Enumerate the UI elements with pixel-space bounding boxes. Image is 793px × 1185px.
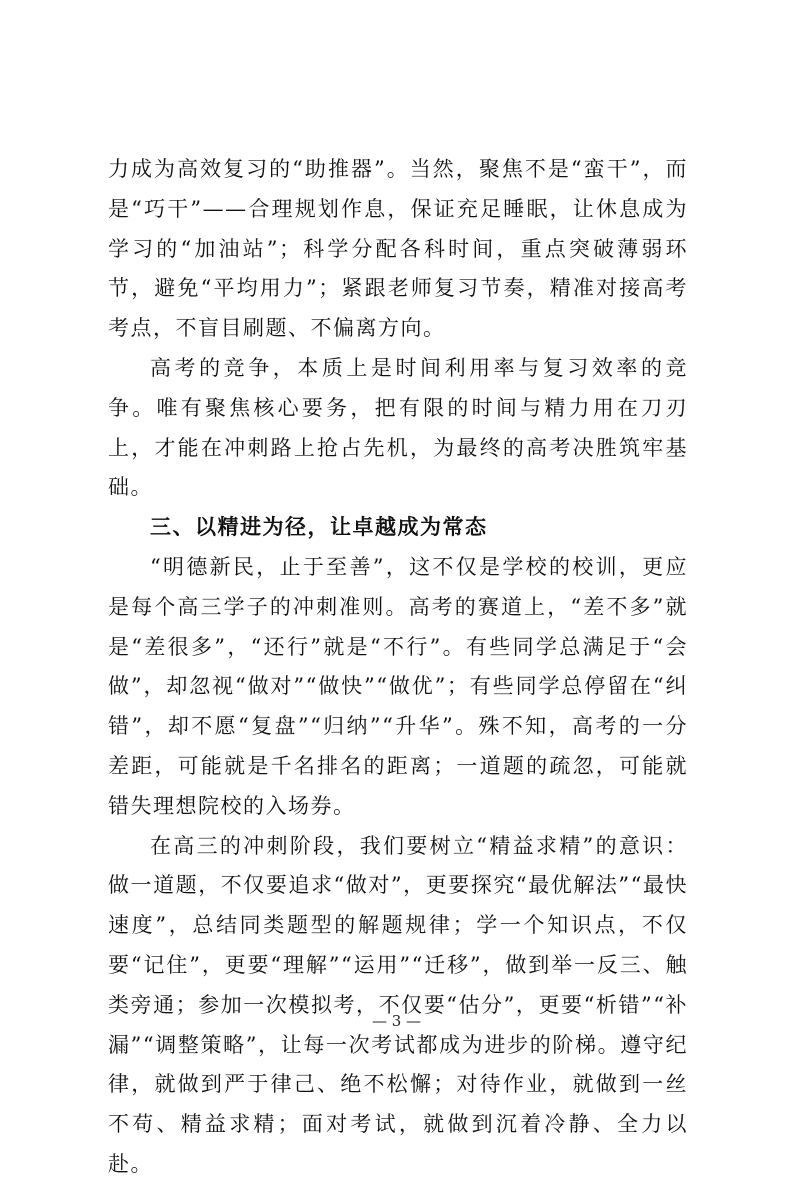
page-number: — 3 — xyxy=(371,1012,422,1030)
paragraph-school-motto: “明德新民，止于至善”，这不仅是学校的校训，更应是每个高三学子的冲刺准则。高考的赛道上，“差不多”就是“差很多”，“还行”就是“不行”。有些同学总满足于“会做”，却忽视“做对”“做快”“做优”；有些同学总停留在“纠错”，却不愿“复盘”“归纳”“升华”。殊不知，高考的一分差距，可能就是千名排名的距离；一道题的疏忽，可能就错失理想院校的入场券。 xyxy=(108,554,688,818)
section-heading-3: 三、以精进为径，让卓越成为常态 xyxy=(150,515,488,540)
paragraph-excellence: 在高三的冲刺阶段，我们要树立“精益求精”的意识：做一道题，不仅要追求“做对”，更要探究“最优解法”“最快速度”，总结同类题型的解题规律；学一个知识点，不仅要“记住”，更要“理解”“运用”“迁移”，做到举一反三、触类旁通；参加一次模拟考，不仅要“估分”，更要“析错”“补漏”“调整策略”，让每一次考试都成为进步的阶梯。遵守纪律，就做到严于律己、绝不松懈；对待作业，就做到一丝不苟、精益求精；面对考试，就做到沉着冷静、全力以赴。 xyxy=(108,833,688,1176)
paragraph-continuation: 力成为高效复习的“助推器”。当然，聚焦不是“蛮干”，而是“巧干”——合理规划作息，保证充足睡眠，让休息成为学习的“加油站”；科学分配各科时间，重点突破薄弱环节，避免“平均用力”；紧跟老师复习节奏，精准对接高考考点，不盲目刷题、不偏离方向。 xyxy=(108,157,688,341)
paragraph-competition: 高考的竞争，本质上是时间利用率与复习效率的竞争。唯有聚焦核心要务，把有限的时间与精力用在刀刃上，才能在冲刺路上抢占先机，为最终的高考决胜筑牢基础。 xyxy=(108,355,688,500)
